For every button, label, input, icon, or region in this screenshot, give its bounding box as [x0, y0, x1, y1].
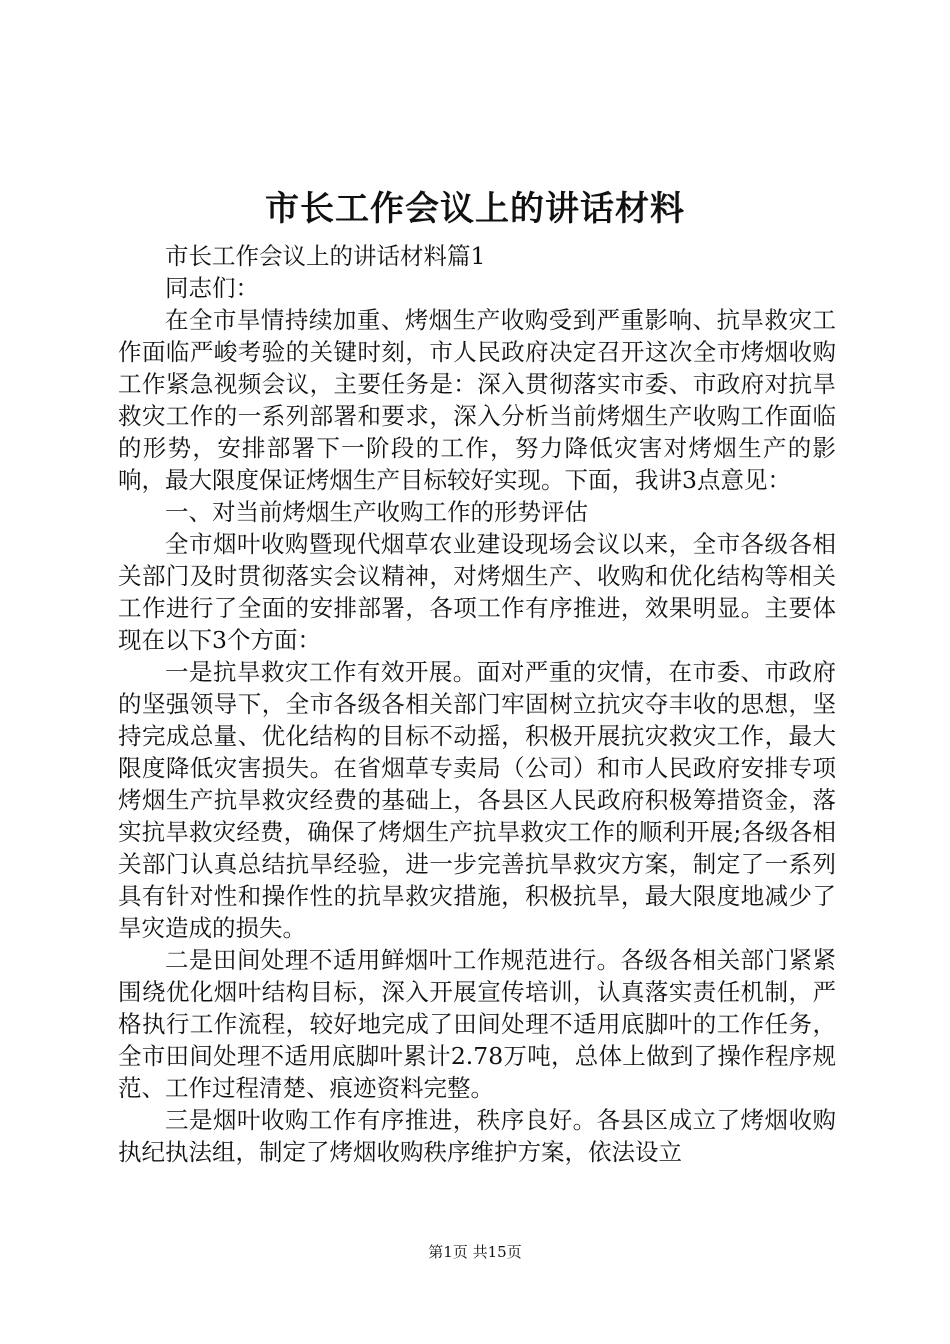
subheading: 一、对当前烤烟生产收购工作的形势评估	[165, 498, 588, 526]
document-title: 市长工作会议上的讲话材料	[265, 189, 685, 229]
paragraph: 三是烟叶收购工作有序推进，秩序良好。各县区成立了烤烟收购执纪执法组，制定了烤烟收购秩序维护方案，依法设立	[118, 1106, 836, 1166]
section-heading: 市长工作会议上的讲话材料篇1	[165, 242, 486, 270]
paragraph: 二是田间处理不适用鲜烟叶工作规范进行。各级各相关部门紧紧围绕优化烟叶结构目标，深入开展宣传培训，认真落实责任机制，严格执行工作流程，较好地完成了田间处理不适用底脚叶的工作任务，全市田间处理不适用底脚叶累计2.78万吨，总体上做到了操作程序规范、工作过程清楚、痕迹资料完整。	[118, 946, 836, 1102]
document-body	[118, 240, 836, 1168]
paragraph: 一是抗旱救灾工作有效开展。面对严重的灾情，在市委、市政府的坚强领导下，全市各级各相关部门牢固树立抗灾夺丰收的思想，坚持完成总量、优化结构的目标不动摇，积极开展抗灾救灾工作，最大限度降低灾害损失。在省烟草专卖局（公司）和市人民政府安排专项烤烟生产抗旱救灾经费的基础上，各县区人民政府积极筹措资金，落实抗旱救灾经费，确保了烤烟生产抗旱救灾工作的顺利开展;各级各相关部门认真总结抗旱经验，进一步完善抗旱救灾方案，制定了一系列具有针对性和操作性的抗旱救灾措施，积极抗旱，最大限度地减少了旱灾造成的损失。	[118, 658, 836, 942]
paragraph: 在全市旱情持续加重、烤烟生产收购受到严重影响、抗旱救灾工作面临严峻考验的关键时刻，市人民政府决定召开这次全市烤烟收购工作紧急视频会议，主要任务是：深入贯彻落实市委、市政府对抗旱救灾工作的一系列部署和要求，深入分析当前烤烟生产收购工作面临的形势，安排部署下一阶段的工作，努力降低灾害对烤烟生产的影响，最大限度保证烤烟生产目标较好实现。下面，我讲3点意见：	[118, 306, 836, 494]
page-number-footer: 第1页 共15页	[428, 1243, 522, 1261]
salutation: 同志们：	[165, 274, 259, 302]
paragraph: 全市烟叶收购暨现代烟草农业建设现场会议以来，全市各级各相关部门及时贯彻落实会议精神，对烤烟生产、收购和优化结构等相关工作进行了全面的安排部署，各项工作有序推进，效果明显。主要体现在以下3个方面：	[118, 530, 836, 654]
